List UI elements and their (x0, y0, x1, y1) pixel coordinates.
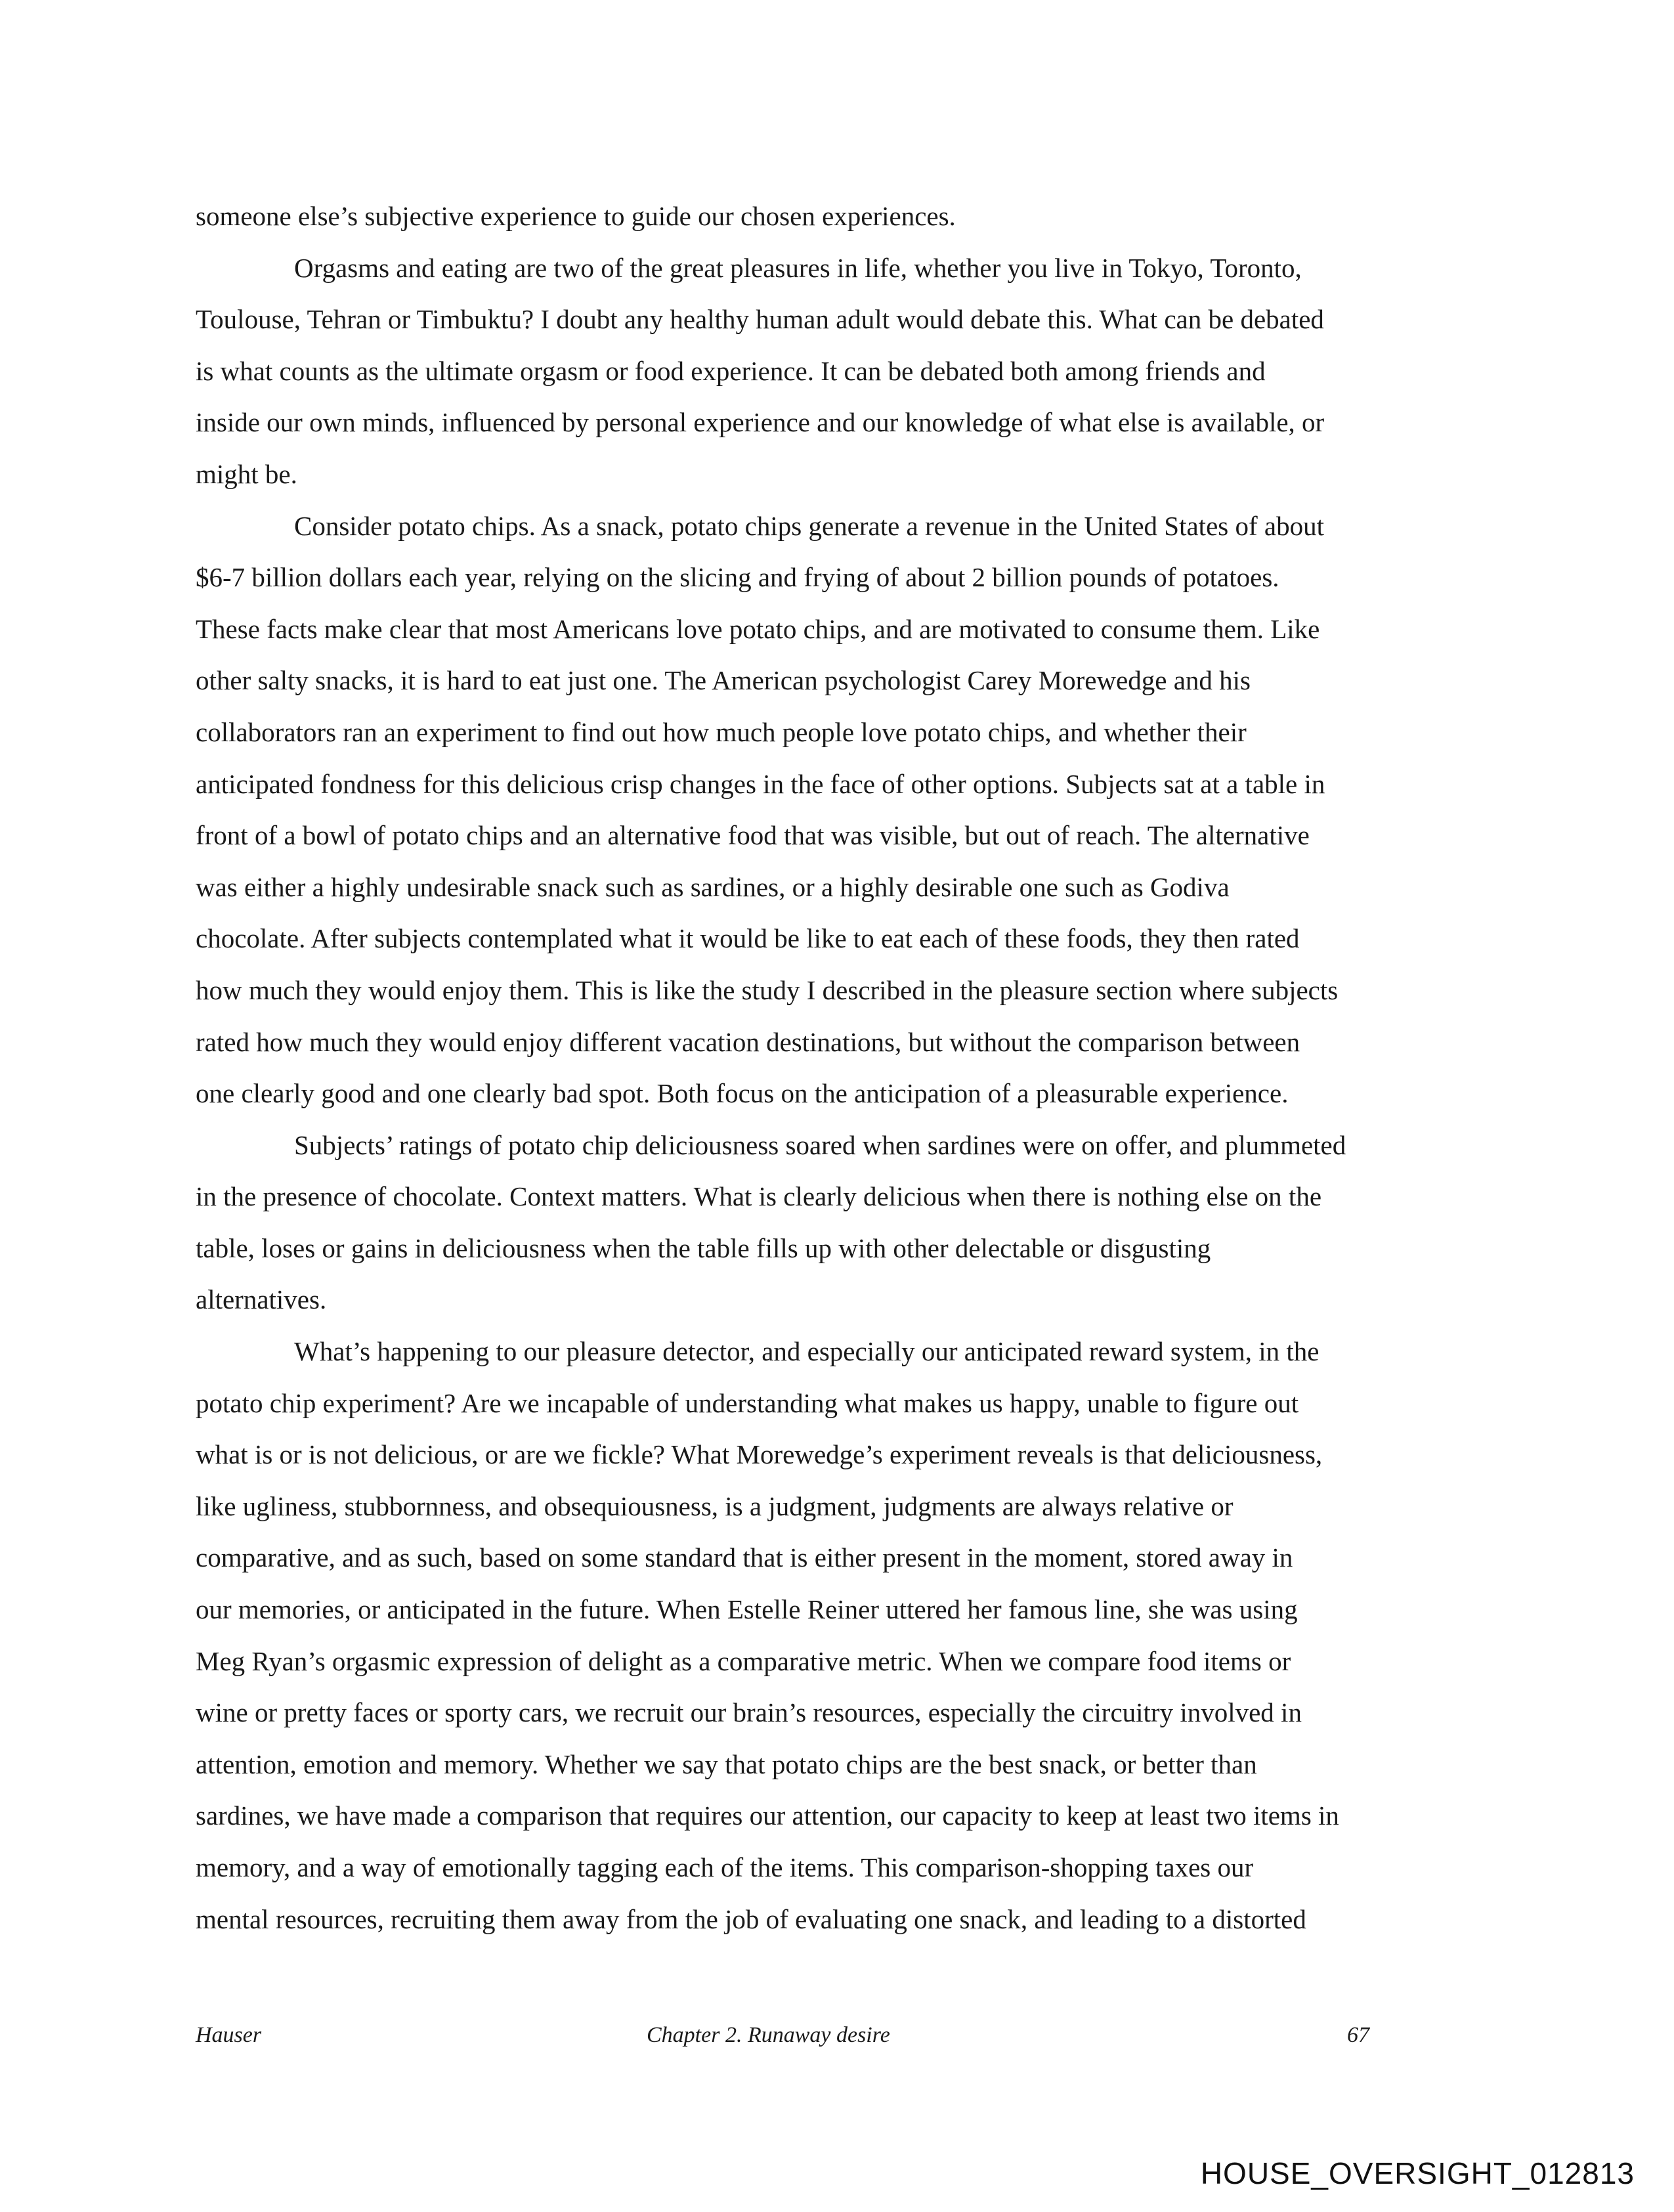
footer-chapter-title: Chapter 2. Runaway desire (647, 2023, 890, 2047)
text-line: chocolate. After subjects contemplated what it would be like to eat each of these foods, they then rated (196, 923, 1300, 954)
text-line: Toulouse, Tehran or Timbuktu? I doubt any healthy human adult would debate this. What can be debated (196, 304, 1324, 335)
text-line: other salty snacks, it is hard to eat just one. The American psychologist Carey Morewedge and his (196, 665, 1251, 696)
text-line: what is or is not delicious, or are we fickle? What Morewedge’s experiment reveals is that deliciousness, (196, 1439, 1323, 1470)
text-line: might be. (196, 458, 297, 489)
footer-page-number: 67 (1347, 2023, 1369, 2047)
text-line: potato chip experiment? Are we incapable of understanding what makes us happy, unable to figure out (196, 1387, 1299, 1418)
text-line: Orgasms and eating are two of the great pleasures in life, whether you live in Tokyo, Toronto, (294, 252, 1302, 283)
page-body (196, 190, 1482, 1945)
text-line: attention, emotion and memory. Whether we say that potato chips are the best snack, or better than (196, 1748, 1257, 1779)
paragraph (196, 1326, 1482, 1945)
text-line: how much they would enjoy them. This is like the study I described in the pleasure section where subjects (196, 974, 1339, 1005)
text-line: comparative, and as such, based on some standard that is either present in the moment, stored away in (196, 1542, 1293, 1573)
paragraph (196, 190, 1482, 242)
text-line: mental resources, recruiting them away from the job of evaluating one snack, and leading to a distorted (196, 1903, 1306, 1934)
text-line: wine or pretty faces or sporty cars, we recruit our brain’s resources, especially the circuitry involved in (196, 1697, 1302, 1728)
text-line: alternatives. (196, 1284, 327, 1315)
text-line: inside our own minds, influenced by personal experience and our knowledge of what else is available, or (196, 407, 1325, 438)
text-line: front of a bowl of potato chips and an alternative food that was visible, but out of reach. The alternative (196, 820, 1310, 851)
paragraph (196, 1119, 1482, 1326)
text-line: collaborators ran an experiment to find out how much people love potato chips, and whether their (196, 716, 1247, 747)
text-line: in the presence of chocolate. Context matters. What is clearly delicious when there is nothing else on the (196, 1181, 1322, 1212)
text-line: our memories, or anticipated in the future. When Estelle Reiner uttered her famous line, she was using (196, 1594, 1298, 1625)
text-line: Consider potato chips. As a snack, potato chips generate a revenue in the United States of about (294, 510, 1324, 541)
paragraph (196, 242, 1482, 500)
text-line: like ugliness, stubbornness, and obsequiousness, is a judgment, judgments are always relative or (196, 1490, 1234, 1521)
text-line: Subjects’ ratings of potato chip deliciousness soared when sardines were on offer, and plummeted (294, 1129, 1346, 1160)
text-line: $6-7 billion dollars each year, relying on the slicing and frying of about 2 billion pounds of potatoes. (196, 562, 1279, 593)
text-line: one clearly good and one clearly bad spot. Both focus on the anticipation of a pleasurable experience. (196, 1078, 1289, 1109)
text-line: anticipated fondness for this delicious crisp changes in the face of other options. Subjects sat at a table in (196, 768, 1325, 799)
footer-author: Hauser (196, 2023, 262, 2047)
text-line: is what counts as the ultimate orgasm or food experience. It can be debated both among friends and (196, 355, 1266, 386)
text-line: sardines, we have made a comparison that requires our attention, our capacity to keep at least two items in (196, 1800, 1339, 1831)
text-line: These facts make clear that most Americans love potato chips, and are motivated to consume them. Like (196, 613, 1320, 644)
text-line: What’s happening to our pleasure detector, and especially our anticipated reward system, in the (294, 1336, 1320, 1367)
text-line: Meg Ryan’s orgasmic expression of delight as a comparative metric. When we compare food items or (196, 1645, 1291, 1676)
text-line: someone else’s subjective experience to guide our chosen experiences. (196, 201, 956, 231)
text-line: rated how much they would enjoy different vacation destinations, but without the comparison between (196, 1026, 1300, 1057)
bates-stamp: HOUSE_OVERSIGHT_012813 (1200, 2156, 1635, 2190)
text-line: was either a highly undesirable snack such as sardines, or a highly desirable one such as Godiva (196, 871, 1230, 902)
text-line: table, loses or gains in deliciousness when the table fills up with other delectable or disgusting (196, 1232, 1211, 1263)
paragraph (196, 500, 1482, 1119)
text-line: memory, and a way of emotionally tagging each of the items. This comparison-shopping taxes our (196, 1852, 1254, 1882)
